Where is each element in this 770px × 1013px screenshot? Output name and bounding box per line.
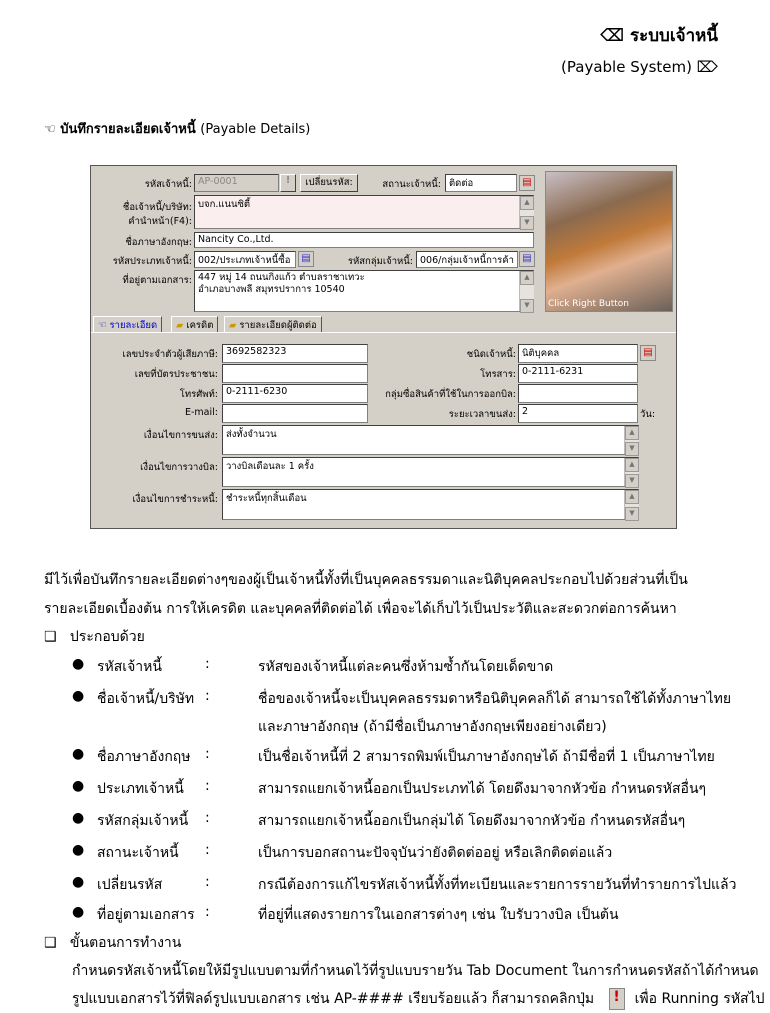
section-title: ☜ บันทึกรายละเอียดเจ้าหนี้ (Payable Details) (44, 122, 311, 137)
item-colon: : (205, 656, 210, 672)
bullet-icon: ● (72, 842, 85, 858)
bullet-icon: ● (72, 874, 85, 890)
tax-id-input[interactable]: 3692582323 (222, 344, 368, 363)
group-input[interactable]: 006/กลุ่มเจ้าหนี้การค้า (416, 251, 518, 268)
list-item (72, 874, 84, 890)
billing-terms-input[interactable]: วางบิลเดือนละ 1 ครั้ง (222, 457, 639, 487)
shipping-terms-input[interactable]: ส่งทั้งจำนวน (222, 425, 639, 455)
type-input[interactable]: 002/ประเภทเจ้าหนี้ซื้อ (194, 251, 296, 268)
list-item (72, 746, 84, 762)
item-colon: : (205, 874, 210, 890)
item-term: ประเภทเจ้าหนี้ (97, 781, 184, 797)
item-term: เปลี่ยนรหัส (97, 877, 163, 893)
tab-credit[interactable]: ▰ เครดิต (171, 316, 218, 332)
page-title: ⌫ ระบบเจ้าหนี้ (600, 26, 718, 46)
list-item (72, 904, 84, 920)
billing-scrollbar[interactable]: ▲ ▼ (624, 458, 639, 486)
folder-icon: ▰ (229, 320, 240, 331)
intro-paragraph: มีไว้เพื่อบันทึกรายละเอียดต่างๆของผู้เป็นเจ้าหนี้ทั้งที่เป็นบุคคลธรรมดาและนิติบุคคลประกอบไปด้วยส่วนที่เป็น รายละเอียดเบื้องต้น การให้เครดิต และบุคคลที่ติดต่อได้ เพื่อจะได้เก็บไว้เป็นประวัติและสะดวกต่อการค้นหา (44, 572, 688, 617)
name-label: ชื่อเจ้าหนี้/บริษัท: (122, 202, 192, 213)
phone-label: โทรศัพท์: (179, 389, 218, 400)
tab-contacts[interactable]: ▰ รายละเอียดผู้ติดต่อ (224, 316, 322, 332)
run-button-icon: ! (609, 988, 625, 1010)
group-label: รหัสกลุ่มเจ้าหนี้: (347, 256, 413, 267)
type-label: รหัสประเภทเจ้าหนี้: (112, 256, 192, 267)
bullet-icon: ● (72, 746, 85, 762)
prefix-label: คำนำหน้า(F4): (128, 216, 192, 227)
eng-name-input[interactable]: Nancity Co.,Ltd. (194, 232, 534, 248)
tax-id-label: เลขประจำตัวผู้เสียภาษี: (122, 349, 218, 360)
list-item (72, 656, 84, 672)
list-item (72, 810, 84, 826)
tab-details[interactable]: ☜ รายละเอียด (93, 316, 162, 333)
lead-time-unit: วัน: (640, 409, 656, 420)
shipping-terms-label: เงื่อนไขการขนส่ง: (143, 430, 218, 441)
folder-icon: ▰ (176, 320, 187, 331)
shipping-scrollbar[interactable]: ▲ ▼ (624, 426, 639, 454)
type-lookup-icon[interactable]: ▤ (298, 251, 314, 267)
change-code-button[interactable]: เปลี่ยนรหัส: (300, 174, 358, 192)
lead-time-input[interactable]: 2 (518, 404, 638, 423)
bullet-icon: ● (72, 904, 85, 920)
fax-label: โทรสาร: (480, 369, 516, 380)
item-term: ชื่อภาษาอังกฤษ (97, 749, 191, 765)
checkbox-icon: ❑ (44, 935, 57, 951)
eng-name-label: ชื่อภาษาอังกฤษ: (125, 237, 192, 248)
email-input[interactable] (222, 404, 368, 423)
kind-lookup-icon[interactable]: ▤ (640, 345, 656, 361)
address-label: ที่อยู่ตามเอกสาร: (122, 275, 192, 286)
item-term: รหัสเจ้าหนี้ (97, 659, 162, 675)
item-term: ที่อยู่ตามเอกสาร (97, 907, 195, 923)
vendor-photo[interactable] (545, 171, 673, 312)
item-colon: : (205, 778, 210, 794)
status-input[interactable]: ติดต่อ (445, 174, 517, 192)
list-item (72, 778, 84, 794)
status-label: สถานะเจ้าหนี้: (382, 179, 441, 190)
vendor-kind-label: ชนิดเจ้าหนี้: (466, 349, 516, 360)
address-scrollbar[interactable]: ▲ ▼ (519, 271, 534, 311)
email-label: E-mail: (185, 407, 218, 418)
fax-input[interactable]: 0-2111-6231 (518, 364, 638, 383)
payment-terms-label: เงื่อนไขการชำระหนี้: (132, 494, 218, 505)
item-term: สถานะเจ้าหนี้ (97, 845, 179, 861)
group-lookup-icon[interactable]: ▤ (519, 251, 535, 267)
item-colon: : (205, 842, 210, 858)
item-colon: : (205, 746, 210, 762)
citizen-id-label: เลขที่บัตรประชาชน: (134, 369, 218, 380)
name-input[interactable]: บจก.แนนซิตี้ (194, 195, 534, 229)
lead-time-label: ระยะเวลาขนส่ง: (448, 409, 516, 420)
steps-line: กำหนดรหัสเจ้าหนี้โดยให้มีรูปแบบตามที่กำหนดไว้ที่รูปแบบรายวัน Tab Document ในการกำหนดรหัสถ้าได้กำหนด (72, 963, 759, 979)
item-description: รหัสของเจ้าหนี้แต่ละคนซึ่งห้ามซ้ำกันโดยเด็ดขาด (258, 659, 554, 675)
bullet-icon: ● (72, 688, 85, 704)
code-input[interactable]: AP-0001 (194, 174, 279, 192)
item-description: ชื่อของเจ้าหนี้จะเป็นบุคคลธรรมดาหรือนิติบุคคลก็ได้ สามารถใช้ได้ทั้งภาษาไทย (258, 691, 732, 707)
photo-caption: Click Right Button (548, 299, 630, 309)
checkbox-icon: ❑ (44, 629, 57, 645)
item-colon: : (205, 904, 210, 920)
phone-input[interactable]: 0-2111-6230 (222, 384, 368, 403)
item-term: ชื่อเจ้าหนี้/บริษัท (97, 691, 195, 707)
hand-icon: ☜ (98, 320, 110, 331)
item-description: สามารถแยกเจ้าหนี้ออกเป็นกลุ่มได้ โดยดึงมาจากหัวข้อ กำหนดรหัสอื่นๆ (258, 813, 686, 829)
hand-pointer-icon: ☜ (44, 122, 61, 137)
item-colon: : (205, 688, 210, 704)
status-lookup-icon[interactable]: ▤ (519, 175, 535, 191)
vendor-kind-input[interactable]: นิติบุคคล (518, 344, 638, 363)
address-input[interactable]: 447 หมู่ 14 ถนนกิ่งแก้ว ตำบลราชาเทวะ อำเภอบางพลี สมุทรปราการ 10540 (194, 270, 534, 312)
erase-left-icon: ⌫ (600, 26, 630, 46)
item-description: สามารถแยกเจ้าหนี้ออกเป็นประเภทได้ โดยดึงมาจากหัวข้อ กำหนดรหัสอื่นๆ (258, 781, 707, 797)
composed-heading: ❑ ประกอบด้วย (44, 629, 145, 645)
run-code-button[interactable]: ! (280, 174, 296, 192)
product-group-label: กลุ่มซื่อสินค้าที่ใช้ในการออกบิล: (385, 389, 516, 400)
citizen-id-input[interactable] (222, 364, 368, 383)
bullet-icon: ● (72, 656, 85, 672)
bullet-icon: ● (72, 778, 85, 794)
item-colon: : (205, 810, 210, 826)
code-label: รหัสเจ้าหนี้: (144, 179, 192, 190)
item-description: และภาษาอังกฤษ (ถ้ามีชื่อเป็นภาษาอังกฤษเพียงอย่างเดียว) (258, 719, 607, 735)
list-item (72, 688, 84, 704)
item-term: รหัสกลุ่มเจ้าหนี้ (97, 813, 189, 829)
item-description: กรณีต้องการแก้ไขรหัสเจ้าหนี้ทั้งที่ทะเบียนและรายการรายวันที่ทำรายการไปแล้ว (258, 877, 737, 893)
name-scrollbar[interactable]: ▲ ▼ (519, 196, 534, 228)
steps-heading: ❑ ขั้นตอนการทำงาน (44, 935, 182, 951)
item-description: เป็นการบอกสถานะปัจจุบันว่ายังติดต่ออยู่ หรือเลิกติดต่อแล้ว (258, 845, 613, 861)
payment-scrollbar[interactable]: ▲ ▼ (624, 490, 639, 519)
steps-line: รูปแบบเอกสารไว้ที่ฟิลด์รูปแบบเอกสาร เช่น AP-#### เรียบร้อยแล้ว ก็สามารถคลิกปุ่ม ! เพื่อ Running รหัสไป (72, 988, 765, 1010)
erase-right-icon: ⌦ (692, 58, 718, 76)
billing-terms-label: เงื่อนไขการวางบิล: (140, 462, 218, 473)
product-group-input[interactable] (518, 384, 638, 403)
bullet-icon: ● (72, 810, 85, 826)
tab-divider (91, 332, 676, 333)
payable-form-screenshot (90, 165, 677, 529)
payment-terms-input[interactable]: ชำระหนี้ทุกสิ้นเดือน (222, 489, 639, 520)
item-description: เป็นชื่อเจ้าหนี้ที่ 2 สามารถพิมพ์เป็นภาษาอังกฤษได้ ถ้ามีชื่อที่ 1 เป็นภาษาไทย (258, 749, 715, 765)
list-item (72, 842, 84, 858)
item-description: ที่อยู่ที่แสดงรายการในเอกสารต่างๆ เช่น ใบรับวางบิล เป็นต้น (258, 907, 619, 923)
page-subtitle: (Payable System) ⌦ (561, 58, 718, 76)
